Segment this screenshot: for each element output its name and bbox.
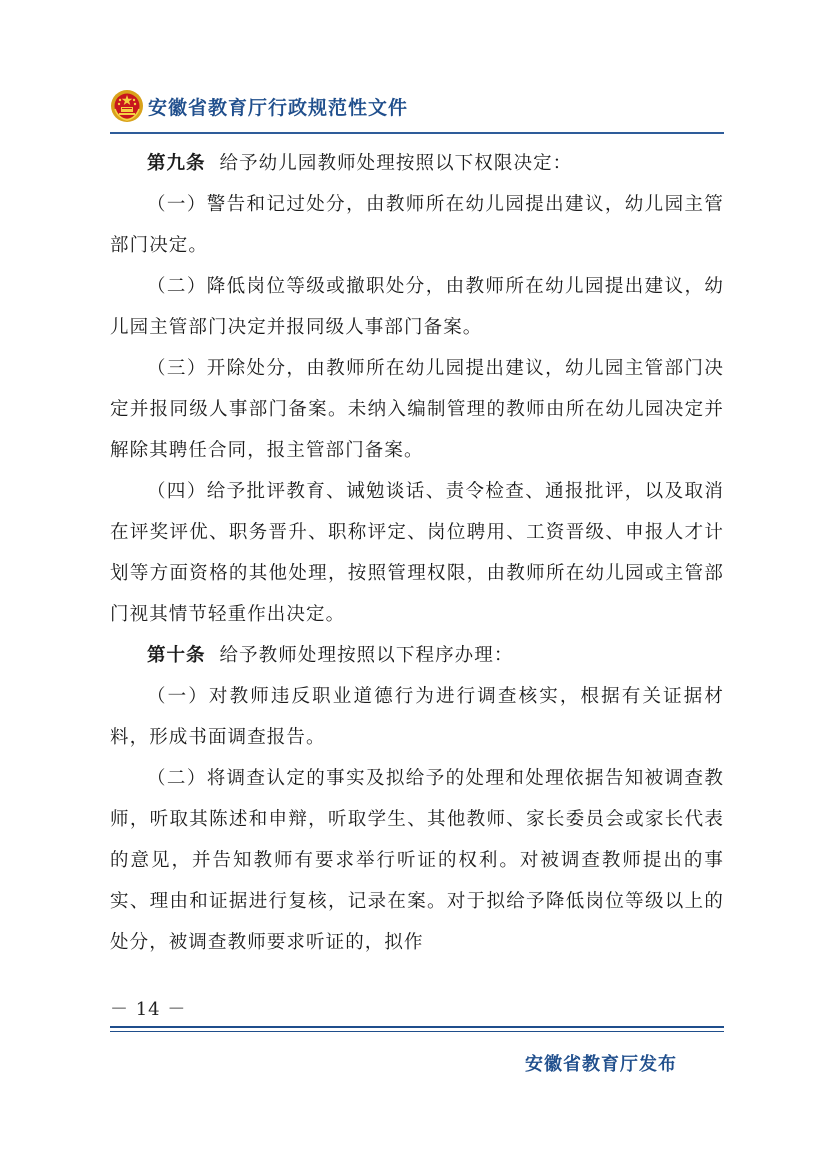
footer-divider-thin: [110, 1031, 724, 1032]
article-9-item-4: （四）给予批评教育、诫勉谈话、责令检查、通报批评，以及取消在评奖评优、职务晋升、职称评定、岗位聘用、工资晋级、申报人才计划等方面资格的其他处理，按照管理权限，由教师所在幼儿园或主管部门视其情节轻重作出决定。: [110, 481, 724, 625]
article-10-intro: 给予教师处理按照以下程序办理：: [219, 645, 514, 666]
header-divider: [110, 132, 724, 134]
article-9-intro: 给予幼儿园教师处理按照以下权限决定：: [219, 153, 573, 174]
article-10-item-2: （二）将调查认定的事实及拟给予的处理和处理依据告知被调查教师，听取其陈述和申辩，听取学生、其他教师、家长委员会或家长代表的意见，并告知教师有要求举行听证的权利。对被调查教师提出的事实、理由和证据进行复核，记录在案。对于拟给予降低岗位等级以上的处分，被调查教师要求听证的，拟作: [110, 768, 724, 953]
document-header: [110, 86, 724, 126]
article-9-item-3: （三）开除处分，由教师所在幼儿园提出建议，幼儿园主管部门决定并报同级人事部门备案。未纳入编制管理的教师由所在幼儿园决定并解除其聘任合同，报主管部门备案。: [110, 358, 724, 461]
article-9-item-2: （二）降低岗位等级或撤职处分，由教师所在幼儿园提出建议，幼儿园主管部门决定并报同级人事部门备案。: [110, 276, 724, 338]
header-title: 安徽省教育厅行政规范性文件: [148, 96, 409, 119]
article-9-heading: [110, 143, 724, 184]
publisher-label: 安徽省教育厅发布: [525, 1054, 677, 1075]
article-10-number: 第十条: [147, 645, 206, 666]
article-10-heading: [110, 635, 724, 676]
page-number: － 14 －: [110, 999, 187, 1020]
article-9-item-1: （一）警告和记过处分，由教师所在幼儿园提出建议，幼儿园主管部门决定。: [110, 194, 724, 256]
document-body: [110, 143, 724, 963]
article-10-item-1: （一）对教师违反职业道德行为进行调查核实，根据有关证据材料，形成书面调查报告。: [110, 686, 724, 748]
article-9-number: 第九条: [147, 153, 206, 174]
national-emblem-icon: [110, 89, 144, 123]
footer-divider: [110, 1026, 724, 1028]
